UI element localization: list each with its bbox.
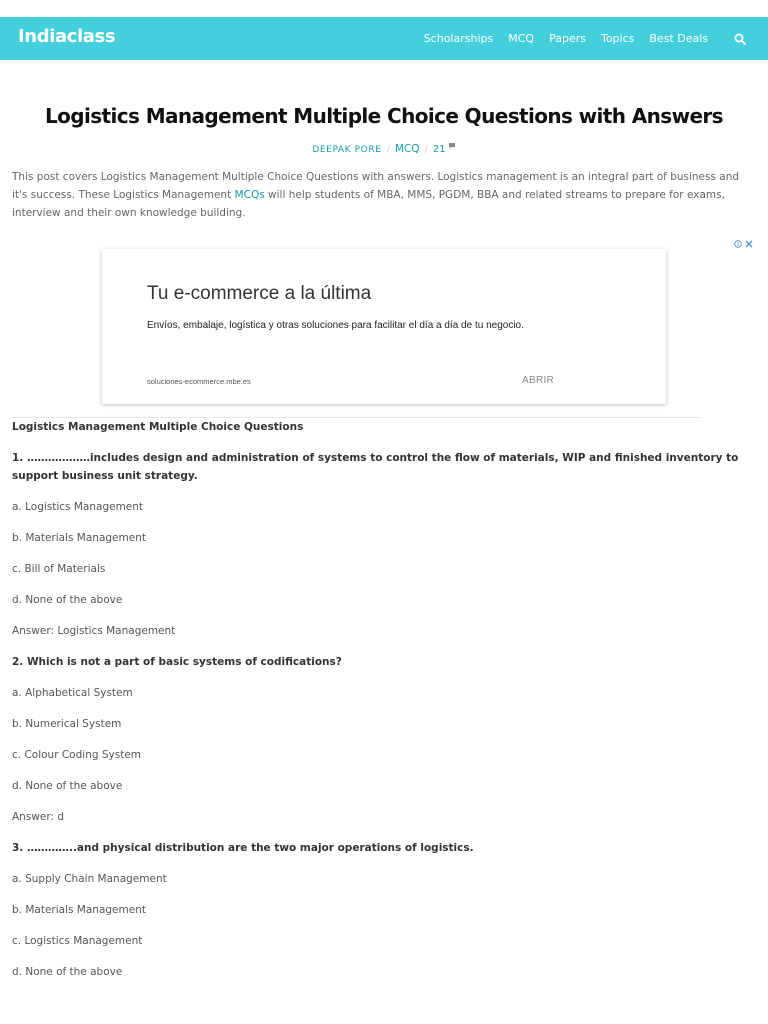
nav-topics[interactable]: Topics: [600, 32, 635, 45]
nav-papers[interactable]: Papers: [549, 32, 586, 45]
nav-best-deals[interactable]: Best Deals: [649, 32, 708, 45]
option-1a: a. Logistics Management: [12, 501, 144, 513]
intro-text: will help students of MBA, MMS, PGDM, BBA and related streams to prepare for exams, interview and their own knowledge building.: [12, 189, 725, 219]
ad-open-button[interactable]: ABRIR: [522, 375, 555, 386]
intro-text: This post covers Logistics Management Multiple Choice Questions with answers. Logistics management is an integral part of business and it's success. These Logistics Management: [12, 171, 740, 201]
info-icon[interactable]: [734, 233, 742, 252]
answer-1: Answer: Logistics Management: [12, 625, 176, 637]
post-meta: [0, 141, 768, 155]
ad-description: Envíos, embalaje, logística y otras soluciones para facilitar el día a día de tu negocio.: [147, 320, 524, 331]
comment-count[interactable]: 21: [432, 144, 446, 155]
mcqs-link[interactable]: MCQs: [234, 189, 265, 201]
option-2a: a. Alphabetical System: [12, 687, 133, 699]
meta-separator: /: [424, 144, 428, 155]
option-3b: b. Materials Management: [12, 904, 146, 916]
option-3d: d. None of the above: [12, 966, 123, 978]
comment-icon: [448, 141, 456, 152]
article-content: [12, 418, 756, 994]
search-icon[interactable]: [732, 31, 748, 47]
nav-scholarships[interactable]: Scholarships: [423, 32, 494, 45]
option-3a: a. Supply Chain Management: [12, 873, 167, 885]
meta-separator: /: [386, 144, 390, 155]
section-heading: Logistics Management Multiple Choice Questions: [12, 421, 304, 433]
question-1: 1. ………………includes design and administration of systems to control the flow of materials, WIP and finished inventory to support business unit strategy.: [12, 452, 739, 482]
ad-choices[interactable]: [734, 233, 753, 252]
page-title: Logistics Management Multiple Choice Questions with Answers: [45, 104, 723, 128]
option-1c: c. Bill of Materials: [12, 563, 106, 575]
question-3: 3. …………..and physical distribution are the two major operations of logistics.: [12, 842, 474, 854]
answer-2: Answer: d: [12, 811, 65, 823]
close-ad-icon[interactable]: [745, 233, 753, 252]
option-1b: b. Materials Management: [12, 532, 146, 544]
nav-mcq[interactable]: MCQ: [508, 32, 535, 45]
option-2c: c. Colour Coding System: [12, 749, 142, 761]
option-1d: d. None of the above: [12, 594, 123, 606]
category-link[interactable]: MCQ: [394, 143, 420, 155]
ad-url[interactable]: soluciones-ecommerce.mbe.es: [147, 377, 251, 386]
site-logo[interactable]: Indiaclass: [18, 26, 116, 47]
question-2: 2. Which is not a part of basic systems of codifications?: [12, 656, 342, 668]
author-link[interactable]: DEEPAK PORE: [312, 145, 382, 155]
ad-banner[interactable]: [102, 249, 666, 404]
option-2b: b. Numerical System: [12, 718, 122, 730]
top-navbar: [0, 17, 768, 60]
main-nav: [424, 17, 768, 60]
option-2d: d. None of the above: [12, 780, 123, 792]
intro-paragraph: [12, 168, 756, 222]
option-3c: c. Logistics Management: [12, 935, 143, 947]
ad-headline[interactable]: Tu e-commerce a la última: [147, 283, 372, 304]
